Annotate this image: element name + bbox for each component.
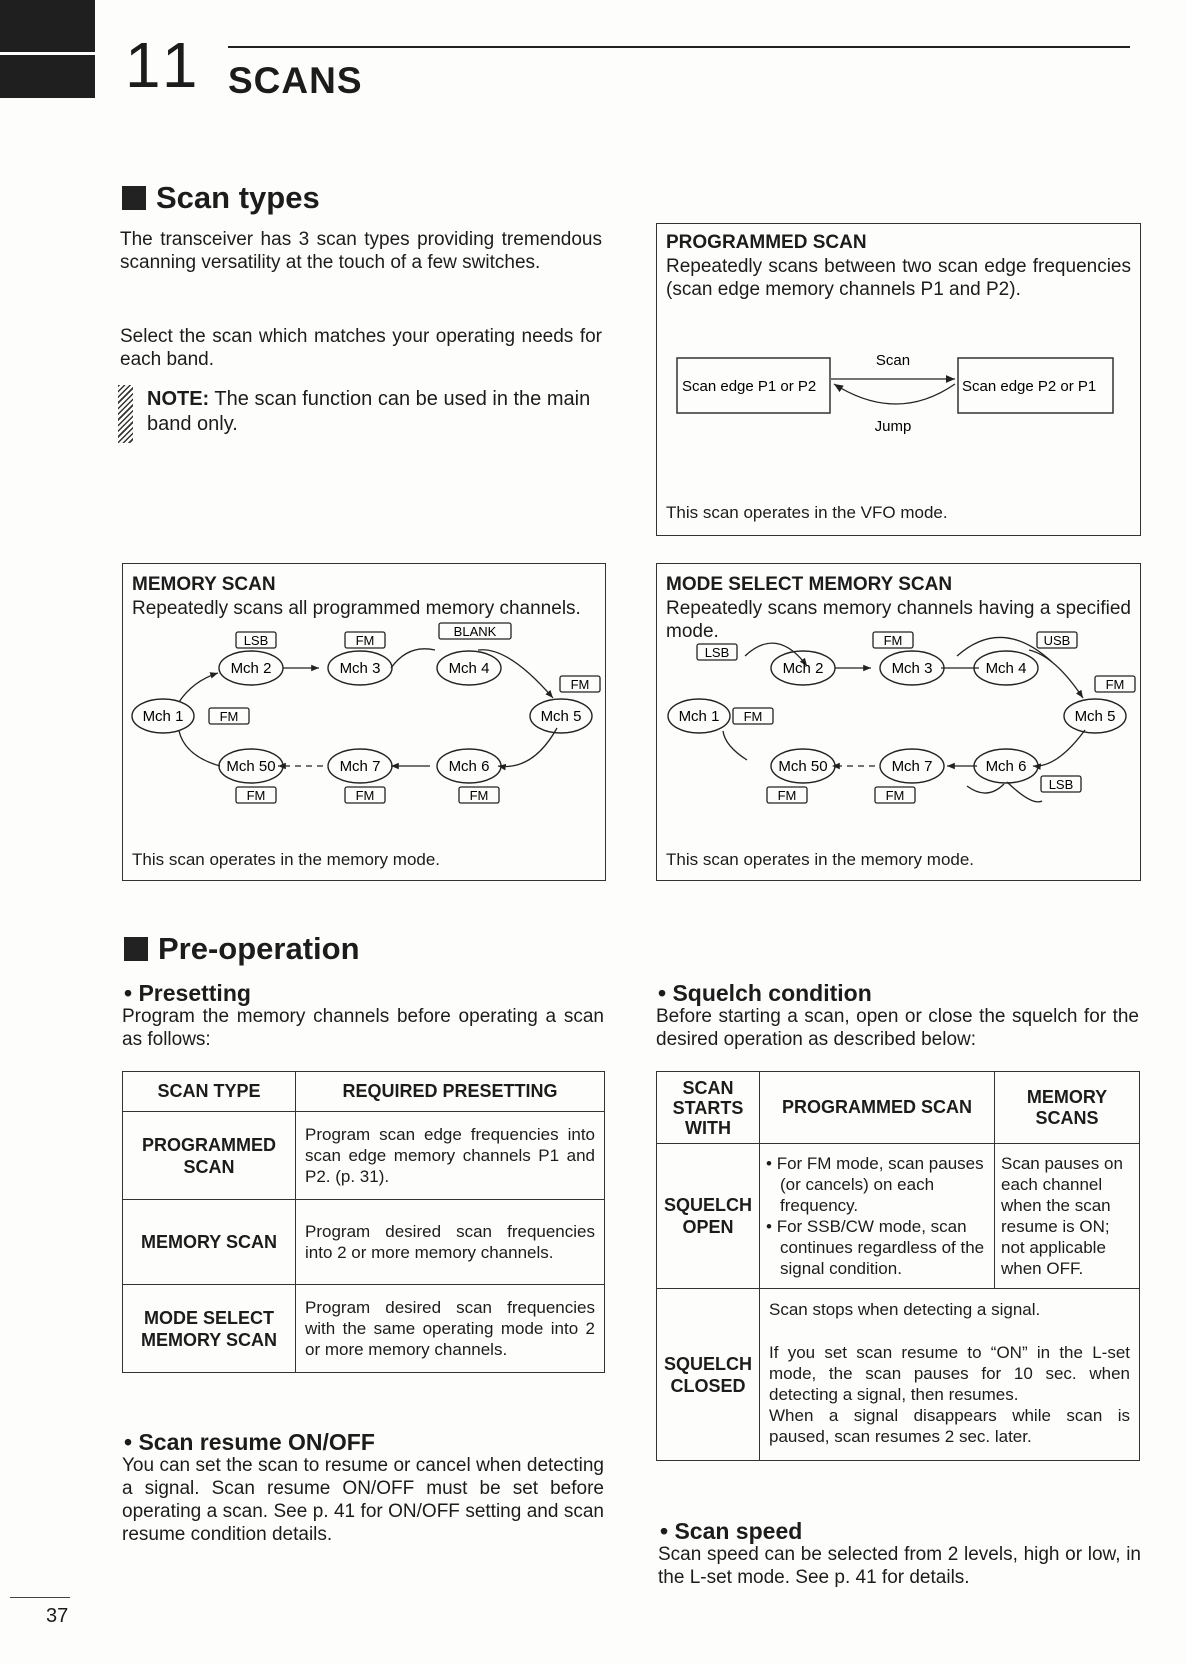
chapter-rule	[228, 46, 1130, 48]
scan-speed-heading: • Scan speed	[660, 1518, 803, 1544]
mem-ch-4: Mch 4	[448, 660, 490, 677]
programmed-scan-foot: This scan operates in the VFO mode.	[666, 503, 948, 522]
memory-scan-foot: This scan operates in the memory mode.	[132, 850, 441, 869]
note-text: The scan function can be used in the main band only.	[147, 388, 591, 435]
row-type: MODE SELECT MEMORY SCAN	[123, 1285, 296, 1373]
scan-types-heading: Scan types	[122, 180, 320, 216]
open-prog-1: • For FM mode, scan pauses (or cancels) on each frequency.	[766, 1154, 984, 1215]
mem-tag-fm-ch50: FM	[246, 788, 266, 803]
mem-tag-lsb: LSB	[243, 633, 269, 648]
mode-select-scan-box	[656, 563, 1141, 881]
mem-ch-3: Mch 3	[339, 660, 381, 677]
mem-tag-fm-ch1: FM	[219, 709, 239, 724]
page-rule	[10, 1597, 70, 1598]
section-square-icon	[124, 937, 148, 961]
table-row	[123, 1112, 605, 1200]
ms-ch-1: Mch 1	[678, 708, 720, 725]
mem-tag-fm-ch3: FM	[355, 633, 375, 648]
ms-tag-fm-ch1: FM	[743, 709, 763, 724]
chapter-title: SCANS	[228, 60, 363, 101]
mode-select-diagram	[657, 633, 1140, 836]
squelch-closed-label: SQUELCH CLOSED	[657, 1289, 760, 1461]
squelch-table	[656, 1071, 1140, 1461]
memory-scan-diagram	[123, 624, 605, 836]
mode-select-title: MODE SELECT MEMORY SCAN	[666, 574, 953, 595]
mem-tag-blank: BLANK	[453, 624, 497, 639]
ms-ch-2: Mch 2	[782, 660, 824, 677]
programmed-scan-box	[656, 223, 1141, 536]
open-mem: Scan pauses on each channel when the scan resume is ON; not applicable when OFF.	[995, 1144, 1140, 1289]
table-row	[657, 1289, 1140, 1461]
scan-label: Scan	[875, 352, 911, 369]
scan-resume-text: You can set the scan to resume or cancel when detecting a signal. Scan resume ON/OFF must be set before operating a scan. See p. 41 for ON/OFF setting and scan resume condition details.	[122, 1455, 604, 1545]
closed-2: If you set scan resume to “ON” in the L-set mode, the scan pauses for 10 sec. when detecting a signal, then resumes.	[769, 1343, 1130, 1404]
col-memory-scans: MEMORY SCANS	[995, 1072, 1140, 1144]
ms-ch-5: Mch 5	[1074, 708, 1116, 725]
table-row	[123, 1200, 605, 1285]
scan-types-intro: The transceiver has 3 scan types providing tremendous scanning versatility at the touch of a few switches.	[120, 229, 602, 273]
row-type: MEMORY SCAN	[123, 1200, 296, 1285]
mem-ch-6: Mch 6	[448, 758, 490, 775]
squelch-heading: • Squelch condition	[658, 980, 872, 1006]
mem-tag-fm-ch7: FM	[355, 788, 375, 803]
programmed-scan-desc: Repeatedly scans between two scan edge frequencies (scan edge memory channels P1 and P2).	[666, 256, 1131, 300]
closed-1: Scan stops when detecting a signal.	[769, 1300, 1041, 1319]
ms-tag-usb: USB	[1043, 633, 1071, 648]
ms-tag-lsb-ch6: LSB	[1048, 777, 1074, 792]
mem-ch-7: Mch 7	[339, 758, 381, 775]
ms-ch-6: Mch 6	[985, 758, 1027, 775]
table-row	[123, 1285, 605, 1373]
ms-tag-fm-ch7: FM	[885, 788, 905, 803]
mem-ch-50: Mch 50	[226, 758, 276, 775]
chapter-tab-marker	[0, 0, 95, 98]
mem-ch-1: Mch 1	[142, 708, 184, 725]
scan-resume-heading: • Scan resume ON/OFF	[124, 1429, 375, 1455]
ms-tag-fm-ch3: FM	[883, 633, 903, 648]
col-programmed-scan: PROGRAMMED SCAN	[760, 1072, 995, 1144]
ms-ch-50: Mch 50	[778, 758, 828, 775]
section-square-icon	[122, 186, 146, 210]
mode-select-desc: Repeatedly scans memory channels having a specified mode.	[666, 598, 1131, 642]
presetting-table-header	[123, 1072, 605, 1112]
mem-tag-fm-ch5: FM	[570, 677, 590, 692]
mem-ch-2: Mch 2	[230, 660, 272, 677]
ms-ch-4: Mch 4	[985, 660, 1027, 677]
programmed-scan-title: PROGRAMMED SCAN	[666, 232, 867, 253]
page-number: 37	[46, 1605, 69, 1627]
note-label: NOTE:	[147, 388, 210, 410]
row-text: Program desired scan frequencies with the same operating mode into 2 or more memory channels.	[296, 1285, 605, 1373]
programmed-scan-diagram	[657, 334, 1140, 434]
presetting-text: Program the memory channels before operating a scan as follows:	[122, 1006, 604, 1050]
row-text: Program desired scan frequencies into 2 or more memory channels.	[296, 1200, 605, 1285]
note	[147, 387, 602, 437]
row-text: Program scan edge frequencies into scan edge memory channels P1 and P2. (p. 31).	[296, 1112, 605, 1200]
presetting-table	[122, 1071, 605, 1373]
open-prog-2: • For SSB/CW mode, scan continues regardless of the signal condition.	[766, 1217, 985, 1278]
ms-ch-7: Mch 7	[891, 758, 933, 775]
col-scan-starts-with: SCAN STARTS WITH	[657, 1072, 760, 1144]
row-type: PROGRAMMED SCAN	[123, 1112, 296, 1200]
scan-edge-right-label: Scan edge P2 or P1	[962, 378, 1097, 395]
squelch-open-label: SQUELCH OPEN	[657, 1144, 760, 1289]
memory-scan-desc: Repeatedly scans all programmed memory channels.	[132, 598, 581, 619]
table-row	[657, 1144, 1140, 1289]
ms-ch-3: Mch 3	[891, 660, 933, 677]
col-scan-type: SCAN TYPE	[123, 1072, 296, 1112]
mem-ch-5: Mch 5	[540, 708, 582, 725]
closed-3: When a signal disappears while scan is paused, scan resumes 2 sec. later.	[769, 1406, 1130, 1446]
ms-tag-fm-ch50: FM	[777, 788, 797, 803]
ms-tag-lsb-ch2: LSB	[704, 645, 730, 660]
memory-scan-box	[122, 563, 606, 881]
ms-tag-fm-ch5: FM	[1105, 677, 1125, 692]
presetting-heading: • Presetting	[124, 980, 251, 1006]
col-required-presetting: REQUIRED PRESETTING	[296, 1072, 605, 1112]
scan-speed-text: Scan speed can be selected from 2 levels, high or low, in the L-set mode. See p. 41 for details.	[658, 1544, 1141, 1588]
scan-types-select: Select the scan which matches your operating needs for each band.	[120, 326, 602, 370]
memory-scan-title: MEMORY SCAN	[132, 574, 276, 595]
squelch-text: Before starting a scan, open or close the squelch for the desired operation as described below:	[656, 1006, 1139, 1050]
mem-tag-fm-ch6: FM	[469, 788, 489, 803]
mode-select-foot: This scan operates in the memory mode.	[666, 850, 975, 869]
pre-operation-heading: Pre-operation	[124, 931, 360, 967]
jump-label: Jump	[874, 418, 912, 435]
chapter-number: 11	[125, 29, 204, 101]
note-hatch-icon	[118, 385, 133, 443]
jump-arrow	[834, 384, 955, 404]
scan-edge-left-label: Scan edge P1 or P2	[682, 378, 817, 395]
